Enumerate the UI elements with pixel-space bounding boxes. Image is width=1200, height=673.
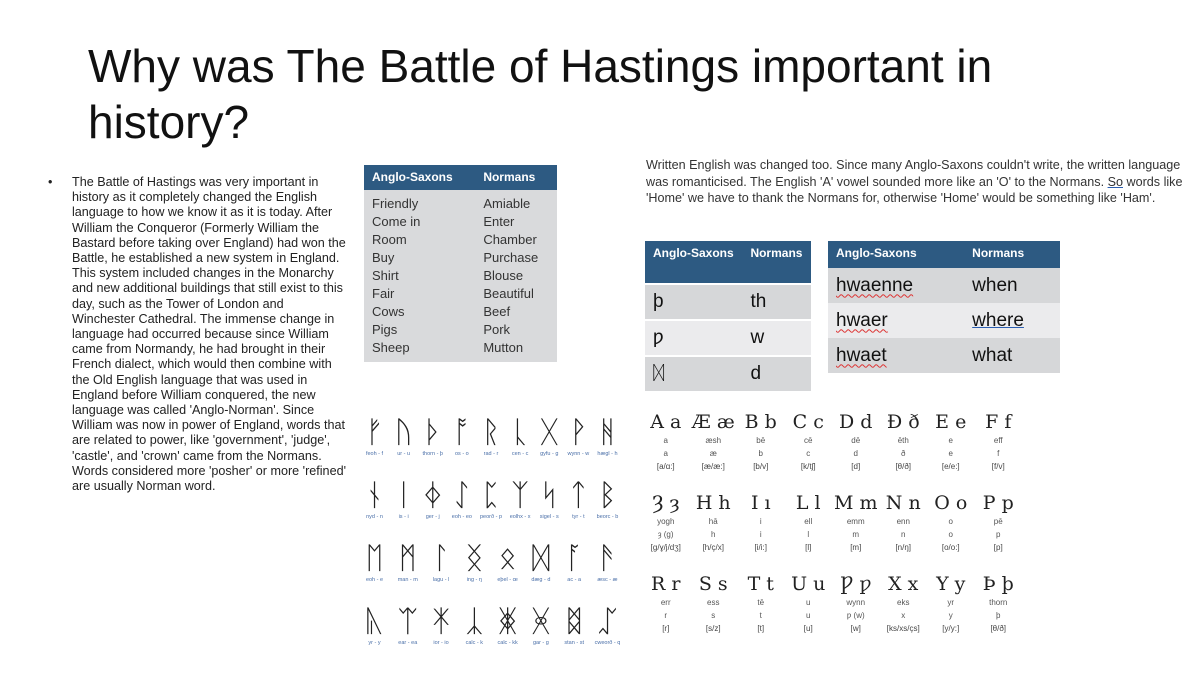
- rune-cell: [427, 541, 456, 604]
- rune-gloss: calc - kk: [497, 640, 518, 646]
- rune-glyph: ᛤ: [498, 604, 517, 639]
- letter-glyph: S s: [698, 573, 728, 595]
- rune-gloss: lagu - l: [432, 577, 450, 583]
- rune-gloss: eoh - e: [365, 577, 384, 583]
- letter-ipa: [æ/æ:]: [701, 462, 725, 471]
- written-english-text-b: words like 'Home' we have to thank the Normans for, otherwise 'Home' would be something like 'Ham'.: [646, 174, 1183, 206]
- alphabet-cell: [927, 491, 975, 572]
- rune-glyph: ᚦ: [423, 415, 442, 450]
- letter-modern: o: [948, 530, 953, 539]
- alphabet-cell: [880, 491, 928, 572]
- anglo-saxon-word: Room: [364, 231, 475, 249]
- rune-cell: [535, 478, 564, 541]
- letter-ipa: [l]: [805, 543, 812, 552]
- letter-ipa: [w]: [850, 624, 861, 633]
- anglo-saxon-word: Sheep: [364, 339, 475, 362]
- letter-name: hā: [708, 517, 718, 526]
- letter-name: err: [660, 598, 671, 607]
- rune-gloss: is - i: [398, 514, 409, 520]
- rune-cell: [389, 415, 418, 478]
- letter-ipa: [e/e:]: [941, 462, 960, 471]
- rune-row: [360, 415, 622, 478]
- letter-modern: p: [996, 530, 1001, 539]
- rune-glyph: ᛚ: [432, 541, 451, 576]
- alphabet-cell: [975, 410, 1023, 491]
- anglo-saxon-word: Fair: [364, 285, 475, 303]
- letter-name: eks: [897, 598, 910, 607]
- table-row: [364, 213, 557, 231]
- letter-glyph: Æ æ: [691, 411, 735, 433]
- word-table: [828, 241, 1060, 373]
- rune-glyph: ᛠ: [398, 604, 417, 639]
- table-row: [364, 285, 557, 303]
- rune-gloss: ear - ea: [398, 640, 418, 646]
- norman-word: Pork: [475, 321, 557, 339]
- rune-cell: [560, 604, 589, 667]
- norman-word: what: [964, 338, 1060, 373]
- letter-ipa: [h/ç/x]: [702, 543, 724, 552]
- rune-gloss: peorð - p: [479, 514, 502, 520]
- vocab-header-anglo-saxons: Anglo-Saxons: [364, 165, 475, 190]
- alphabet-cell: [785, 572, 833, 653]
- rune-cell: [418, 478, 447, 541]
- table-row: [364, 190, 557, 213]
- table-row: [364, 267, 557, 285]
- rune-glyph: ᛁ: [394, 478, 413, 513]
- rune-cell: [447, 415, 476, 478]
- letter-modern: ƿ (w): [846, 611, 865, 620]
- rune-gloss: ac - a: [567, 577, 582, 583]
- letter-header-anglo-saxons: Anglo-Saxons: [645, 241, 742, 284]
- letter-glyph: Þ þ: [982, 573, 1014, 595]
- written-english-text-a: Written English was changed too. Since many Anglo-Saxons couldn't write, the written language was romanticised. The English 'A' vowel sounded more like an 'O' to the Normans.: [646, 158, 1181, 189]
- letter-name: ess: [707, 598, 720, 607]
- letter-modern: h: [711, 530, 716, 539]
- alphabet-cell: [880, 572, 928, 653]
- rune-cell: [360, 415, 389, 478]
- letter-glyph: D d: [839, 411, 873, 433]
- alphabet-cell: [690, 572, 738, 653]
- rune-cell: [564, 415, 593, 478]
- rune-cell: [593, 478, 622, 541]
- letter-glyph: R r: [651, 573, 681, 595]
- norman-letter: th: [742, 284, 811, 320]
- anglo-saxon-word: hwaer: [828, 303, 964, 338]
- letter-modern: ð: [901, 449, 906, 458]
- word-header-anglo-saxons: Anglo-Saxons: [828, 241, 964, 268]
- bullet-icon: •: [48, 175, 53, 189]
- alphabet-cell: [737, 491, 785, 572]
- letter-glyph: F f: [985, 411, 1012, 433]
- rune-gloss: sigel - s: [539, 514, 559, 520]
- main-text-list: [48, 175, 350, 494]
- anglo-saxon-word: Friendly: [364, 190, 475, 213]
- rune-glyph: ᛝ: [465, 541, 484, 576]
- rune-gloss: cen - c: [511, 451, 529, 457]
- table-row: [364, 303, 557, 321]
- old-english-alphabet-image: [642, 410, 1022, 653]
- rune-cell: [535, 415, 564, 478]
- table-row: [645, 284, 811, 320]
- written-english-so: So: [1107, 174, 1123, 189]
- letter-name: yr: [947, 598, 955, 607]
- alphabet-cell: [737, 572, 785, 653]
- rune-gloss: æsc - æ: [597, 577, 618, 583]
- rune-gloss: gar - g: [532, 640, 549, 646]
- norman-word: where: [964, 303, 1060, 338]
- rune-row: [360, 478, 622, 541]
- rune-glyph: ᛖ: [365, 541, 384, 576]
- rune-cell: [593, 604, 622, 667]
- letter-glyph: Ȝ ȝ: [651, 492, 680, 514]
- letter-ipa: [n/ŋ]: [895, 543, 912, 552]
- rune-cell: [460, 541, 489, 604]
- letter-ipa: [θ/ð]: [895, 462, 912, 471]
- rune-gloss: beorc - b: [596, 514, 619, 520]
- vocab-table-header: [364, 165, 557, 190]
- runes-image: [360, 415, 622, 667]
- anglo-saxon-letter: ᛞ: [645, 356, 742, 391]
- alphabet-cell: [690, 491, 738, 572]
- letter-ipa: [o/o:]: [941, 543, 960, 552]
- letter-glyph: Ð ð: [886, 411, 920, 433]
- letter-glyph: E e: [935, 411, 967, 433]
- letter-header-normans: Normans: [742, 241, 811, 284]
- rune-cell: [493, 541, 522, 604]
- letter-table-header: [645, 241, 811, 284]
- rune-cell: [360, 541, 389, 604]
- rune-cell: [560, 541, 589, 604]
- main-text: The Battle of Hastings was very important in history as it completely changed the English language to how we know it as it is today. After William the Conqueror (Formerly William the Bastard before taking over England) had won the Battle, he established a new system in England. This system included changes in the Monarchy and new additional buildings that still exist to this day, such as the Tower of London and Winchester Cathedral. The immense change in language had occurred because since William came from Normandy, he had brought in their French dialect, which would then combine with the Old English language that was used in England before William conquered, the new language was called 'Anglo-Norman'. Since William was now in power of England, words that are related to power, like 'government', 'judge', 'castle', and 'crown' came from the Normans. Words considered more 'posher' or more 'refined' are usually Norman word.: [72, 175, 346, 494]
- alphabet-row: [642, 410, 1022, 491]
- letter-modern: t: [759, 611, 762, 620]
- letter-ipa: [s/z]: [705, 624, 721, 633]
- main-text-item: [48, 175, 350, 494]
- letter-ipa: [y/y:]: [942, 624, 960, 633]
- norman-word: Beautiful: [475, 285, 557, 303]
- rune-gloss: ior - io: [433, 640, 449, 646]
- rune-glyph: ᛡ: [432, 604, 451, 639]
- word-table-header: [828, 241, 1060, 268]
- letter-name: u: [806, 598, 811, 607]
- alphabet-cell: [785, 491, 833, 572]
- table-row: [645, 356, 811, 391]
- rune-glyph: ᚷ: [540, 415, 559, 450]
- rune-gloss: ger - j: [425, 514, 440, 520]
- rune-gloss: stan - st: [564, 640, 584, 646]
- rune-gloss: man - m: [397, 577, 418, 583]
- letter-ipa: [r]: [662, 624, 670, 633]
- letter-ipa: [ks/xs/çs]: [886, 624, 920, 633]
- vocab-header-normans: Normans: [475, 165, 557, 190]
- table-row: [828, 303, 1060, 338]
- rune-glyph: ᚻ: [598, 415, 617, 450]
- anglo-saxon-word: Come in: [364, 213, 475, 231]
- letter-glyph: C c: [792, 411, 824, 433]
- rune-glyph: ᛒ: [598, 478, 617, 513]
- rune-glyph: ᚱ: [482, 415, 500, 450]
- letter-name: emm: [846, 517, 865, 526]
- rune-gloss: ing - ŋ: [466, 577, 482, 583]
- rune-gloss: wynn - w: [567, 451, 590, 457]
- rune-glyph: ᛄ: [423, 478, 442, 513]
- rune-glyph: ᚢ: [394, 415, 413, 450]
- letter-ipa: [b/v]: [753, 462, 769, 471]
- norman-word: Beef: [475, 303, 557, 321]
- rune-glyph: ᛏ: [569, 478, 588, 513]
- letter-glyph: N n: [885, 492, 921, 514]
- letter-modern: u: [806, 611, 811, 620]
- rune-glyph: ᛋ: [540, 478, 559, 513]
- rune-cell: [526, 604, 555, 667]
- rune-cell: [477, 478, 506, 541]
- alphabet-cell: [737, 410, 785, 491]
- rune-glyph: ᛢ: [598, 604, 617, 639]
- letter-ipa: [f/v]: [991, 462, 1005, 471]
- rune-gloss: yr - y: [368, 640, 381, 646]
- rune-cell: [427, 604, 456, 667]
- table-row: [364, 231, 557, 249]
- letter-modern: b: [758, 449, 763, 458]
- letter-modern: f: [997, 449, 1000, 458]
- anglo-saxon-word: hwaenne: [828, 268, 964, 303]
- rune-glyph: ᚹ: [569, 415, 588, 450]
- letter-glyph: X x: [888, 573, 919, 595]
- norman-word: Purchase: [475, 249, 557, 267]
- rune-glyph: ᛞ: [531, 541, 550, 576]
- letter-modern: d: [853, 449, 858, 458]
- rune-glyph: ᛥ: [565, 604, 584, 639]
- letter-modern: x: [901, 611, 906, 620]
- letter-name: æsh: [705, 436, 722, 445]
- word-header-normans: Normans: [964, 241, 1060, 268]
- letter-name: cē: [804, 436, 813, 445]
- letter-ipa: [d]: [851, 462, 861, 471]
- letter-glyph: Y y: [936, 573, 966, 595]
- rune-cell: [593, 415, 622, 478]
- rune-gloss: calc - k: [465, 640, 484, 646]
- letter-name: i: [759, 517, 762, 526]
- alphabet-cell: [927, 572, 975, 653]
- rune-gloss: os - o: [454, 451, 469, 457]
- letter-ipa: [m]: [850, 543, 862, 552]
- written-english-paragraph: [646, 157, 1194, 207]
- letter-glyph: U u: [791, 573, 826, 595]
- rune-gloss: feoh - f: [365, 451, 384, 457]
- rune-glyph: ᛣ: [465, 604, 484, 639]
- rune-gloss: rad - r: [483, 451, 499, 457]
- rune-cell: [360, 604, 389, 667]
- rune-cell: [460, 604, 489, 667]
- letter-ipa: [g/ɣ/j/dʒ]: [650, 543, 681, 552]
- rune-cell: [506, 415, 535, 478]
- alphabet-cell: [642, 491, 690, 572]
- norman-letter: w: [742, 320, 811, 356]
- letter-table: [645, 241, 811, 391]
- rune-gloss: gyfu - g: [540, 451, 559, 457]
- rune-cell: [526, 541, 555, 604]
- letter-name: thorn: [989, 598, 1008, 607]
- letter-name: yogh: [657, 517, 675, 526]
- letter-name: wynn: [846, 598, 866, 607]
- letter-name: o: [948, 517, 953, 526]
- alphabet-cell: [832, 410, 880, 491]
- alphabet-cell: [832, 572, 880, 653]
- rune-glyph: ᛉ: [511, 478, 530, 513]
- norman-word: Enter: [475, 213, 557, 231]
- letter-glyph: Ƿ ƿ: [839, 573, 872, 595]
- anglo-saxon-word: Shirt: [364, 267, 475, 285]
- rune-glyph: ᛈ: [482, 478, 500, 513]
- letter-ipa: [u]: [803, 624, 813, 633]
- alphabet-cell: [785, 410, 833, 491]
- alphabet-row: [642, 491, 1022, 572]
- rune-cell: [447, 478, 476, 541]
- letter-modern: a: [663, 449, 668, 458]
- rune-glyph: ᚸ: [531, 604, 550, 639]
- letter-ipa: [a/ɑ:]: [656, 462, 675, 471]
- rune-cell: [418, 415, 447, 478]
- table-row: [828, 268, 1060, 303]
- letter-glyph: A a: [650, 411, 682, 433]
- anglo-saxon-letter: ƿ: [645, 320, 742, 356]
- table-row: [364, 249, 557, 267]
- rune-glyph: ᚾ: [365, 478, 384, 513]
- letter-modern: l: [807, 530, 810, 539]
- alphabet-cell: [975, 491, 1023, 572]
- norman-word: Chamber: [475, 231, 557, 249]
- letter-modern: y: [948, 611, 953, 620]
- table-row: [364, 321, 557, 339]
- letter-name: ēth: [897, 436, 909, 445]
- rune-cell: [389, 478, 418, 541]
- letter-modern: þ: [996, 611, 1001, 620]
- alphabet-cell: [642, 410, 690, 491]
- anglo-saxon-letter: þ: [645, 284, 742, 320]
- letter-glyph: B b: [744, 411, 777, 433]
- rune-gloss: eþel - œ: [497, 577, 518, 583]
- rune-gloss: ur - u: [397, 451, 411, 457]
- rune-gloss: nyd - n: [366, 514, 383, 520]
- rune-glyph: ᚠ: [365, 415, 384, 450]
- letter-glyph: L l: [795, 492, 821, 514]
- alphabet-cell: [642, 572, 690, 653]
- letter-modern: c: [806, 449, 811, 458]
- alphabet-cell: [880, 410, 928, 491]
- rune-cell: [564, 478, 593, 541]
- norman-word: Blouse: [475, 267, 557, 285]
- letter-glyph: T t: [747, 573, 774, 595]
- letter-name: e: [948, 436, 953, 445]
- table-row: [645, 320, 811, 356]
- rune-glyph: ᚫ: [598, 541, 617, 576]
- letter-ipa: [t]: [757, 624, 765, 633]
- rune-cell: [477, 415, 506, 478]
- rune-glyph: ᛇ: [452, 478, 471, 513]
- letter-glyph: P p: [982, 492, 1014, 514]
- letter-name: pē: [993, 517, 1003, 526]
- letter-name: bē: [756, 436, 766, 445]
- rune-cell: [493, 604, 522, 667]
- letter-modern: r: [664, 611, 668, 620]
- anglo-saxon-word: Buy: [364, 249, 475, 267]
- letter-name: enn: [896, 517, 910, 526]
- rune-glyph: ᛟ: [498, 541, 517, 576]
- rune-gloss: hægl - h: [597, 451, 618, 457]
- anglo-saxon-word: hwaet: [828, 338, 964, 373]
- table-row: [364, 339, 557, 362]
- letter-modern: ȝ (g): [658, 530, 674, 539]
- alphabet-cell: [927, 410, 975, 491]
- letter-modern: m: [852, 530, 860, 539]
- vocab-table: [364, 165, 557, 362]
- rune-cell: [360, 478, 389, 541]
- letter-name: ell: [804, 517, 813, 526]
- rune-gloss: cweorð - q: [594, 640, 621, 646]
- rune-gloss: thorn - þ: [422, 451, 443, 457]
- norman-word: Amiable: [475, 190, 557, 213]
- norman-word: when: [964, 268, 1060, 303]
- rune-glyph: ᚩ: [452, 415, 471, 450]
- rune-row: [360, 541, 622, 604]
- norman-letter: d: [742, 356, 811, 391]
- rune-glyph: ᚪ: [565, 541, 584, 576]
- rune-gloss: eoh - eo: [451, 514, 472, 520]
- rune-cell: [593, 541, 622, 604]
- letter-modern: e: [948, 449, 953, 458]
- rune-gloss: dæg - d: [531, 577, 551, 583]
- rune-gloss: eolhx - x: [509, 514, 531, 520]
- letter-name: eff: [993, 436, 1003, 445]
- table-row: [828, 338, 1060, 373]
- letter-name: tē: [757, 598, 765, 607]
- rune-cell: [393, 541, 422, 604]
- anglo-saxon-word: Pigs: [364, 321, 475, 339]
- rune-cell: [393, 604, 422, 667]
- letter-glyph: H h: [695, 492, 731, 514]
- slide-title: Why was The Battle of Hastings important in history?: [88, 40, 993, 148]
- letter-ipa: [i/i:]: [754, 543, 767, 552]
- alphabet-row: [642, 572, 1022, 653]
- letter-ipa: [p]: [993, 543, 1003, 552]
- letter-glyph: I ı: [750, 492, 771, 514]
- rune-glyph: ᛗ: [398, 541, 417, 576]
- alphabet-cell: [832, 491, 880, 572]
- letter-modern: i: [759, 530, 762, 539]
- letter-glyph: O o: [934, 492, 968, 514]
- letter-modern: æ: [709, 449, 717, 458]
- letter-name: a: [663, 436, 668, 445]
- letter-glyph: M m: [833, 492, 878, 514]
- letter-modern: n: [901, 530, 906, 539]
- alphabet-cell: [975, 572, 1023, 653]
- letter-name: dē: [851, 436, 861, 445]
- letter-modern: s: [711, 611, 716, 620]
- rune-cell: [506, 478, 535, 541]
- rune-gloss: tyr - t: [572, 514, 585, 520]
- rune-glyph: ᚣ: [365, 604, 384, 639]
- norman-word: Mutton: [475, 339, 557, 362]
- alphabet-cell: [690, 410, 738, 491]
- letter-ipa: [θ/ð]: [990, 624, 1007, 633]
- rune-row: [360, 604, 622, 667]
- anglo-saxon-word: Cows: [364, 303, 475, 321]
- rune-glyph: ᚳ: [511, 415, 530, 450]
- letter-ipa: [k/tʃ]: [800, 462, 816, 471]
